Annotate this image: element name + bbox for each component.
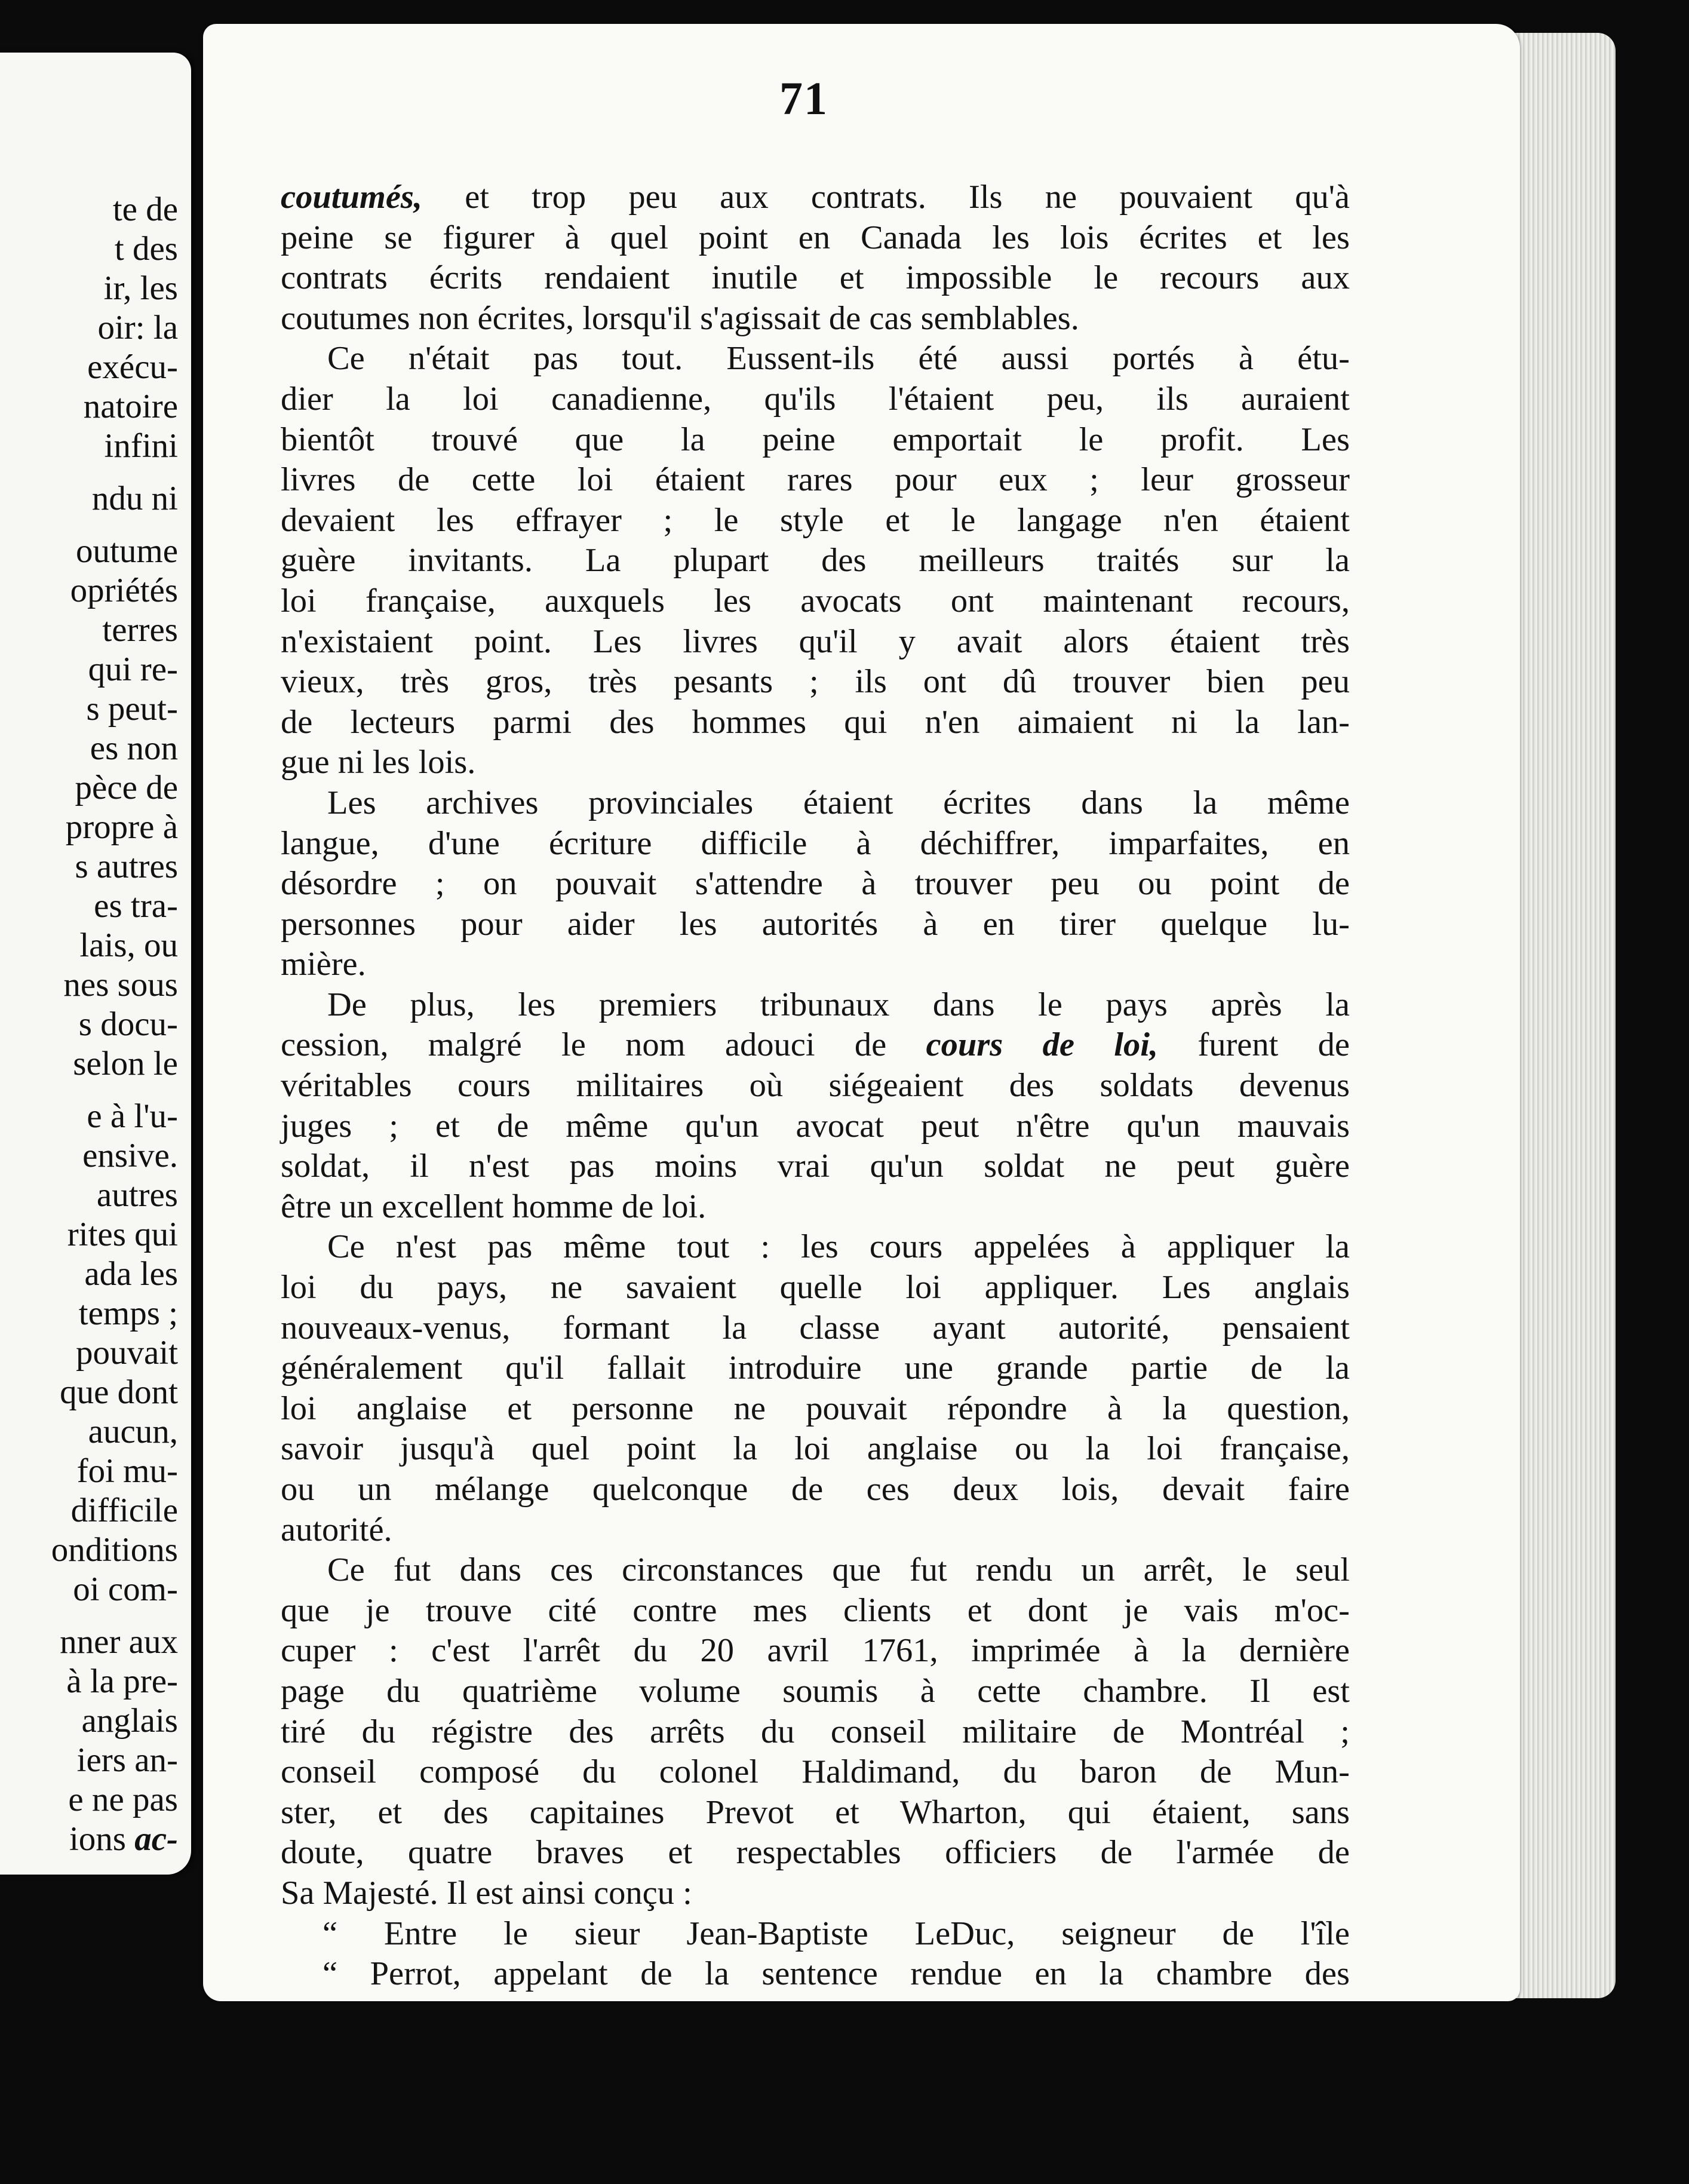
left-page-line: t des <box>114 230 178 268</box>
text-line: conseil composé du colonel Haldimand, du baron de Mun- <box>281 1753 1350 1791</box>
page-number: 71 <box>779 72 828 124</box>
left-page-line: s autres <box>75 848 178 885</box>
left-page-line: es tra- <box>94 887 178 925</box>
left-page-line: iers an- <box>76 1741 178 1779</box>
text-line: de lecteurs parmi des hommes qui n'en aimaient ni la lan- <box>281 703 1350 741</box>
left-page-line: e à l'u- <box>87 1097 178 1135</box>
left-page-line: onditions <box>51 1531 178 1569</box>
left-facing-page <box>0 53 191 1875</box>
left-page-line: ir, les <box>103 269 178 307</box>
text-line: véritables cours militaires où siégeaient des soldats devenus <box>281 1067 1350 1105</box>
left-page-line: opriétés <box>70 572 178 609</box>
text-line: mière. <box>281 946 366 983</box>
text-line: loi du pays, ne savaient quelle loi appliquer. Les anglais <box>281 1269 1350 1306</box>
left-page-line: aucun, <box>88 1413 178 1450</box>
text-line: savoir jusqu'à quel point la loi anglaise ou la loi française, <box>281 1430 1350 1468</box>
left-page-line: s docu- <box>78 1005 178 1043</box>
left-page-line: rites qui <box>67 1216 178 1253</box>
text-line: désordre ; on pouvait s'attendre à trouver peu ou point de <box>281 865 1350 903</box>
text-line: nouveaux-venus, formant la classe ayant autorité, pensaient <box>281 1309 1350 1346</box>
left-page-line: ions ac- <box>69 1820 178 1858</box>
left-page-line: infini <box>104 427 178 465</box>
text-line: Les archives provinciales étaient écrites dans la même <box>327 784 1350 821</box>
left-page-line: selon le <box>73 1045 178 1082</box>
left-page-line: s peut- <box>86 690 178 728</box>
text-line: personnes pour aider les autorités à en tirer quelque lu- <box>281 905 1350 943</box>
text-line: loi française, auxquels les avocats ont maintenant recours, <box>281 582 1350 619</box>
text-line: Ce fut dans ces circonstances que fut rendu un arrêt, le seul <box>327 1551 1350 1589</box>
left-page-line: lais, ou <box>79 927 178 964</box>
left-page-line: pèce de <box>75 769 178 806</box>
text-line: page du quatrième volume soumis à cette chambre. Il est <box>281 1672 1350 1710</box>
text-line: “ Entre le sieur Jean-Baptiste LeDuc, seigneur de l'île <box>323 1915 1350 1952</box>
text-line: vieux, très gros, très pesants ; ils ont dû trouver bien peu <box>281 663 1350 701</box>
left-page-line: autres <box>96 1176 178 1214</box>
body-text <box>281 177 1350 1995</box>
left-page-line: natoire <box>83 388 178 425</box>
left-page-line: ada les <box>84 1255 178 1293</box>
text-line: peine se figurer à quel point en Canada les lois écrites et les <box>281 219 1350 256</box>
text-line: soldat, il n'est pas moins vrai qu'un soldat ne peut guère <box>281 1148 1350 1185</box>
left-page-line: te de <box>112 191 178 228</box>
left-page-line: difficile <box>70 1492 178 1529</box>
left-page-line: anglais <box>81 1702 178 1740</box>
text-line: “ Perrot, appelant de la sentence rendue en la chambre des <box>323 1955 1350 1993</box>
text-line: guère invitants. La plupart des meilleurs traités sur la <box>281 542 1350 579</box>
text-line: Ce n'était pas tout. Eussent-ils été aussi portés à étu- <box>327 340 1350 378</box>
left-page-line: temps ; <box>78 1295 178 1332</box>
text-line: ou un mélange quelconque de ces deux lois, devait faire <box>281 1471 1350 1508</box>
text-line: tiré du régistre des arrêts du conseil militaire de Montréal ; <box>281 1713 1350 1750</box>
left-page-line: oir: la <box>97 309 178 346</box>
text-line: De plus, les premiers tribunaux dans le pays après la <box>327 986 1350 1023</box>
left-page-line: foi mu- <box>76 1452 178 1490</box>
text-line: être un excellent homme de loi. <box>281 1188 707 1225</box>
text-line: cuper : c'est l'arrêt du 20 avril 1761, imprimée à la dernière <box>281 1632 1350 1670</box>
text-line: n'existaient point. Les livres qu'il y avait alors étaient très <box>281 622 1350 660</box>
text-line: doute, quatre braves et respectables officiers de l'armée de <box>281 1834 1350 1872</box>
left-page-line: ensive. <box>82 1137 178 1174</box>
left-page-text <box>0 190 178 1859</box>
text-line: Ce n'est pas même tout : les cours appelées à appliquer la <box>327 1228 1350 1266</box>
left-page-line: nes sous <box>63 966 178 1004</box>
left-page-line: à la pre- <box>66 1662 178 1700</box>
left-page-line: exécu- <box>87 348 178 386</box>
text-line: autorité. <box>281 1511 392 1548</box>
text-line: loi anglaise et personne ne pouvait répondre à la question, <box>281 1389 1350 1427</box>
text-line: bientôt trouvé que la peine emportait le profit. Les <box>281 421 1350 458</box>
text-line: gue ni les lois. <box>281 744 476 781</box>
left-page-line: que dont <box>60 1373 178 1411</box>
text-line: dier la loi canadienne, qu'ils l'étaient peu, ils auraient <box>281 380 1350 418</box>
left-page-line: oi com- <box>73 1570 178 1608</box>
text-line: coutumes non écrites, lorsqu'il s'agissait de cas semblables. <box>281 299 1079 337</box>
left-page-line: es non <box>90 729 178 767</box>
text-line: que je trouve cité contre mes clients et dont je vais m'oc- <box>281 1591 1350 1629</box>
text-line: langue, d'une écriture difficile à déchiffrer, imparfaites, en <box>281 824 1350 862</box>
text-line: généralement qu'il fallait introduire une grande partie de la <box>281 1349 1350 1387</box>
left-page-line: propre à <box>65 808 178 846</box>
text-line: Sa Majesté. Il est ainsi conçu : <box>281 1874 692 1912</box>
text-line: devaient les effrayer ; le style et le langage n'en étaient <box>281 501 1350 539</box>
left-page-line: nner aux <box>60 1623 178 1661</box>
text-line: juges ; et de même qu'un avocat peut n'être qu'un mauvais <box>281 1107 1350 1145</box>
left-page-line: ndu ni <box>91 480 178 517</box>
left-page-line: pouvait <box>76 1334 178 1372</box>
left-page-line: e ne pas <box>68 1781 178 1818</box>
left-page-line: qui re- <box>88 651 178 688</box>
text-line: ster, et des capitaines Prevot et Wharton, qui étaient, sans <box>281 1793 1350 1831</box>
text-line: cession, malgré le nom adouci de cours de loi, furent de <box>281 1026 1350 1064</box>
left-page-line: terres <box>102 611 178 649</box>
text-line: coutumés, et trop peu aux contrats. Ils ne pouvaient qu'à <box>281 179 1350 216</box>
text-line: livres de cette loi étaient rares pour eux ; leur grosseur <box>281 461 1350 499</box>
text-line: contrats écrits rendaient inutile et impossible le recours aux <box>281 259 1350 297</box>
left-page-line: outume <box>76 532 178 570</box>
